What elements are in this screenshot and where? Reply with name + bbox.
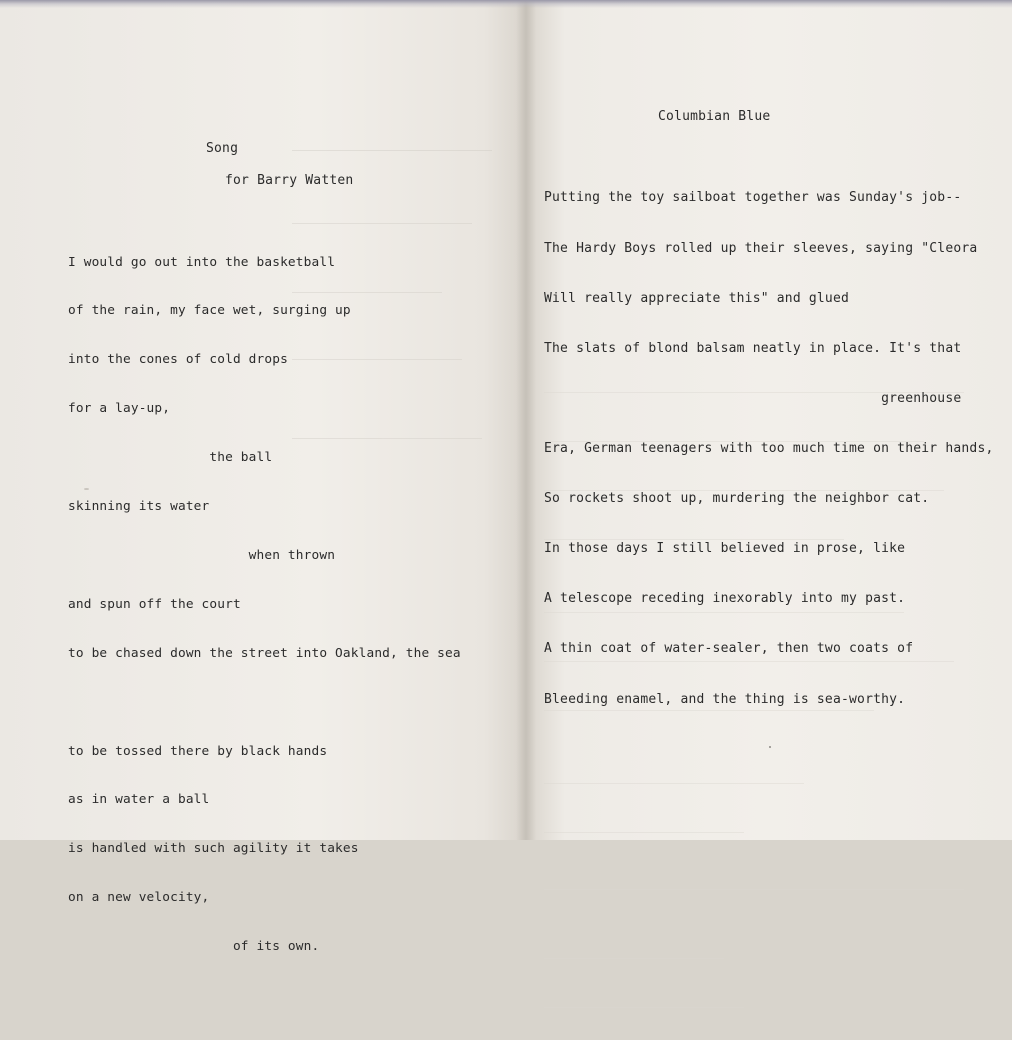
poem-line: when thrown bbox=[68, 547, 336, 563]
left-page bbox=[0, 0, 526, 955]
poem-line: to be tossed there by black hands bbox=[68, 743, 328, 759]
song-dedication: for Barry Watten bbox=[225, 173, 354, 188]
poem-line: A telescope receding inexorably into my past. bbox=[544, 591, 906, 607]
poem-line: of its own. bbox=[68, 939, 320, 955]
book-gutter bbox=[516, 0, 536, 840]
right-page bbox=[526, 0, 1012, 840]
paper-speck bbox=[84, 488, 89, 490]
poem-line: on a new velocity, bbox=[68, 890, 210, 906]
poem-line: A thin coat of water-sealer, then two coats of bbox=[544, 641, 914, 657]
poem-line: of the rain, my face wet, surging up bbox=[68, 303, 351, 319]
poem-line: So rockets shoot up, murdering the neighbor cat. bbox=[544, 491, 930, 507]
columbian-blue-title: Columbian Blue bbox=[658, 109, 771, 124]
poem-line: Bleeding enamel, and the thing is sea-worthy. bbox=[544, 691, 906, 707]
poem-line: to be chased down the street into Oakland, the sea bbox=[68, 645, 461, 661]
poem-line: Will really appreciate this" and glued bbox=[544, 290, 850, 306]
columbian-blue-poem-body bbox=[544, 157, 994, 742]
poem-line: and spun off the court bbox=[68, 596, 241, 612]
poem-line: the ball bbox=[68, 450, 273, 466]
poem-line bbox=[68, 695, 461, 711]
poem-line: The Hardy Boys rolled up their sleeves, saying "Cleora bbox=[544, 240, 978, 256]
song-title: Song bbox=[206, 141, 239, 156]
poem-line: In those days I still believed in prose, like bbox=[544, 541, 906, 557]
poem-line: Putting the toy sailboat together was Sunday's job-- bbox=[544, 190, 962, 206]
top-edge-shadow bbox=[0, 0, 1012, 8]
poem-line: into the cones of cold drops bbox=[68, 352, 288, 368]
song-poem-body bbox=[68, 222, 461, 988]
poem-line: greenhouse bbox=[544, 390, 962, 406]
paper-speck bbox=[769, 746, 771, 748]
poem-line: is handled with such agility it takes bbox=[68, 841, 359, 857]
poem-line: as in water a ball bbox=[68, 792, 210, 808]
poem-line: skinning its water bbox=[68, 499, 210, 515]
poem-line: Era, German teenagers with too much time on their hands, bbox=[544, 440, 994, 456]
poem-line: for a lay-up, bbox=[68, 401, 171, 417]
poem-line: I would go out into the basketball bbox=[68, 254, 336, 270]
poem-line: The slats of blond balsam neatly in place. It's that bbox=[544, 340, 962, 356]
